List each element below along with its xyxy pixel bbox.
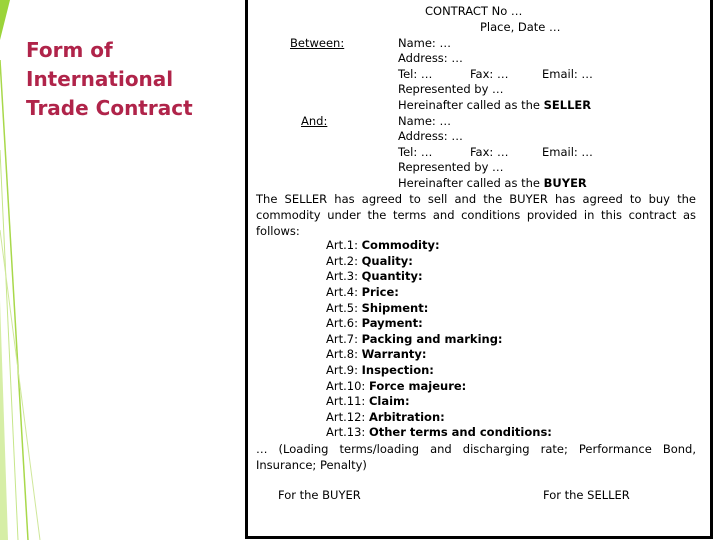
buyer-signature-label: For the BUYER [278, 488, 361, 502]
seller-tel: Tel: … [398, 67, 433, 81]
article-title: Other terms and conditions: [368, 425, 552, 439]
seller-address: Address: … [398, 51, 463, 65]
article-title: Commodity: [361, 238, 440, 252]
article-number: Art.9: [326, 363, 358, 377]
contract-document [245, 0, 713, 539]
article-item [326, 316, 423, 331]
article-item [326, 425, 552, 440]
article-item [326, 363, 434, 378]
seller-hereinafter-text: Hereinafter called as the [398, 98, 540, 112]
seller-fax: Fax: … [470, 67, 509, 81]
article-number: Art.10: [326, 379, 366, 393]
article-title: Payment: [361, 316, 423, 330]
article-item [326, 379, 466, 394]
article-item [326, 410, 445, 425]
seller-role: SELLER [543, 98, 592, 112]
article-number: Art.4: [326, 285, 358, 299]
seller-hereinafter [398, 98, 591, 113]
article-title: Force majeure: [368, 379, 467, 393]
article-number: Art.11: [326, 394, 366, 408]
article-number: Art.13: [326, 425, 366, 439]
seller-represented: Represented by … [398, 82, 504, 96]
article-title: Price: [361, 285, 399, 299]
buyer-hereinafter [398, 176, 587, 191]
article-title: Quantity: [361, 269, 423, 283]
buyer-hereinafter-text: Hereinafter called as the [398, 176, 540, 190]
buyer-email: Email: … [542, 145, 593, 159]
article-item [326, 347, 427, 362]
article-item [326, 269, 423, 284]
article-title: Warranty: [361, 347, 427, 361]
article-item [326, 238, 440, 253]
article-title: Quality: [361, 254, 413, 268]
article-title: Inspection: [361, 363, 434, 377]
intro-paragraph: The SELLER has agreed to sell and the BUYER has agreed to buy the commodity under the terms and conditions provided in this contract as follows: [256, 192, 696, 238]
article-number: Art.8: [326, 347, 358, 361]
article-number: Art.12: [326, 410, 366, 424]
buyer-fax: Fax: … [470, 145, 509, 159]
article-title: Packing and marking: [361, 332, 503, 346]
place-date: Place, Date … [480, 20, 561, 34]
article-number: Art.7: [326, 332, 358, 346]
article-number: Art.5: [326, 301, 358, 315]
seller-email: Email: … [542, 67, 593, 81]
buyer-tel: Tel: … [398, 145, 433, 159]
buyer-represented: Represented by … [398, 160, 504, 174]
article-item [326, 394, 410, 409]
article-item [326, 301, 428, 316]
article-number: Art.2: [326, 254, 358, 268]
buyer-role: BUYER [543, 176, 587, 190]
buyer-name: Name: … [398, 114, 451, 128]
article-title: Arbitration: [368, 410, 445, 424]
article-title: Shipment: [361, 301, 429, 315]
contract-header: CONTRACT No … [425, 4, 523, 18]
seller-name: Name: … [398, 36, 451, 50]
article-title: Claim: [368, 394, 410, 408]
article-item [326, 254, 413, 269]
article-number: Art.3: [326, 269, 358, 283]
between-label: Between: [290, 36, 345, 50]
slide-title: Form of International Trade Contract [26, 38, 193, 120]
article-item [326, 285, 399, 300]
closing-paragraph: … (Loading terms/loading and discharging rate; Performance Bond, Insurance; Penalty) [256, 442, 696, 472]
article-number: Art.1: [326, 238, 358, 252]
buyer-address: Address: … [398, 129, 463, 143]
article-item [326, 332, 503, 347]
and-label: And: [301, 114, 328, 128]
article-number: Art.6: [326, 316, 358, 330]
seller-signature-label: For the SELLER [543, 488, 630, 502]
